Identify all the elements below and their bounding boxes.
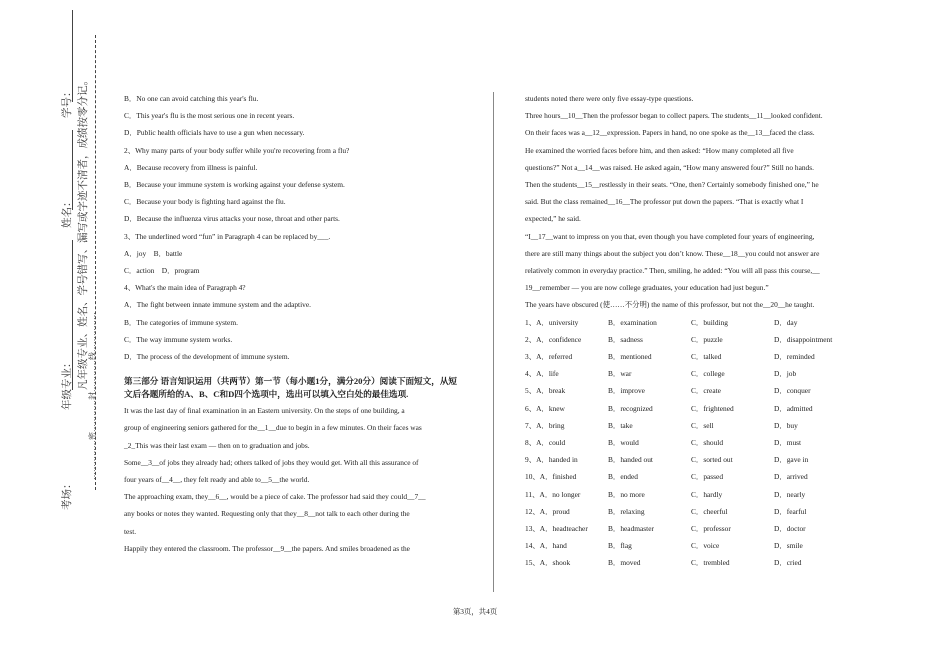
passage-line: expected,” he said. [525, 214, 581, 224]
passage-line: group of engineering seniors gathered for the__1__due to begin in a few minutes. On their faces was [124, 423, 422, 433]
option-c: C．talked [691, 352, 722, 362]
option-b: B．relaxing [608, 506, 645, 516]
binding-margin [55, 10, 105, 510]
option-row [525, 382, 865, 399]
option-c: C．create [691, 386, 721, 396]
passage-line: 19__remember — you are now college graduates, your education had just begun.” [525, 283, 769, 293]
option-a: 7、A．bring [525, 420, 565, 430]
question-line: A．The fight between innate immune system and the adaptive. [124, 300, 311, 310]
option-a: 5、A．break [525, 386, 566, 396]
passage-line: Some__3__of jobs they already had; others talked of jobs they would get. With all this assurance of [124, 457, 419, 467]
option-row [525, 348, 865, 365]
option-row [525, 451, 865, 468]
passage-line: On their faces was a__12__expression. Papers in hand, no one spoke as the__13__faced the class. [525, 128, 815, 138]
column-divider [493, 92, 494, 592]
option-b: B．recognized [608, 403, 653, 413]
option-c: C．hardly [691, 489, 723, 499]
option-a: 15、A．shook [525, 558, 571, 568]
question-line: D．Public health officials have to use a gun when necessary. [124, 128, 305, 138]
option-a: 14、A．hand [525, 541, 567, 551]
option-c: C．professor [691, 523, 731, 533]
option-a: 11、A．no longer [525, 489, 581, 499]
option-c: C．building [691, 317, 728, 327]
option-d: D．admitted [774, 403, 813, 413]
option-d: D．reminded [774, 352, 815, 362]
option-d: D．gave in [774, 455, 809, 465]
option-d: D．doctor [774, 523, 806, 533]
option-d: D．nearly [774, 489, 806, 499]
option-c: C．trembled [691, 558, 730, 568]
option-b: B．improve [608, 386, 645, 396]
option-row [525, 537, 865, 554]
option-d: D．fearful [774, 506, 807, 516]
option-c: C．cheerful [691, 506, 728, 516]
passage-line: relatively common in everyday practice.” Then, smiling, he added: “You will all pass this course,__ [525, 266, 820, 276]
option-row [525, 400, 865, 417]
option-b: B．moved [608, 558, 641, 568]
passage-line: students noted there were only five essay-type questions. [525, 94, 694, 103]
student-id-line [72, 10, 73, 102]
student-id-label: 学号： [62, 86, 73, 118]
question-line: D．Because the influenza virus attacks your nose, throat and other parts. [124, 214, 340, 224]
page-footer: 第3页，共4页 [452, 607, 498, 616]
question-line: B．The categories of immune system. [124, 317, 238, 327]
option-b: B．sadness [608, 334, 643, 344]
option-b: B．ended [608, 472, 638, 482]
option-d: D．cried [774, 558, 802, 568]
question-line: 4、What's the main idea of Paragraph 4? [124, 283, 246, 293]
option-b: B．no more [608, 489, 645, 499]
option-d: D．smile [774, 541, 803, 551]
passage-line: Three hours__10__Then the professor began to collect papers. The students__11__looked confident. [525, 111, 823, 121]
option-c: C．sell [691, 420, 714, 430]
option-a: 2、A．confidence [525, 334, 582, 344]
name-line [72, 130, 73, 210]
option-c: C．voice [691, 541, 720, 551]
passage-line: It was the last day of final examination in an Eastern university. On the steps of one building, a [124, 406, 405, 416]
passage-line: test. [124, 526, 137, 536]
question-line: C．This year's flu is the most serious one in recent years. [124, 111, 295, 121]
question-line: A．Because recovery from illness is painful. [124, 162, 258, 172]
option-c: C．puzzle [691, 334, 723, 344]
option-c: C．passed [691, 472, 724, 482]
seal-dashed-line [95, 35, 96, 490]
question-line: C．action D．program [124, 266, 200, 276]
options-table [525, 314, 865, 572]
class-line [72, 240, 73, 390]
question-line: B．No one can avoid catching this year's flu. [124, 94, 259, 103]
option-a: 6、A．knew [525, 403, 565, 413]
question-line: B．Because your immune system is working against your defense system. [124, 180, 345, 190]
option-row [525, 503, 865, 520]
option-row [525, 331, 865, 348]
option-b: B．war [608, 369, 632, 379]
option-d: D．arrived [774, 472, 808, 482]
option-a: 13、A．headteacher [525, 523, 588, 533]
passage-line: questions?” Not a__14__was raised. He asked again, “How many answered four?” Still no hands. [525, 162, 814, 172]
question-line: C．Because your body is fighting hard against the flu. [124, 197, 286, 207]
left-column [124, 90, 459, 557]
name-label: 姓名： [62, 196, 73, 228]
question-line: 2、Why many parts of your body suffer while you're recovering from a flu? [124, 145, 350, 155]
passage-line: _2_This was their last exam — then on to graduation and jobs. [124, 440, 310, 450]
option-a: 12、A．proud [525, 506, 570, 516]
option-row [525, 434, 865, 451]
option-b: B．headmaster [608, 523, 654, 533]
passage-line: any books or notes they wanted. Requesting only that they__8__not talk to each other during the [124, 509, 410, 519]
passage-line: The years have obscured (使……不分明) the name of this professor, but not the__20__he taught. [525, 300, 815, 310]
option-a: 9、A．handed in [525, 455, 578, 465]
right-column [525, 90, 865, 571]
option-c: C．frightened [691, 403, 734, 413]
passage-line: Then the students__15__restlessly in their seats. “One, then? Certainly somebody finished one,” he [525, 180, 819, 190]
question-line: 3、The underlined word “fun” in Paragraph 4 can be replaced by___. [124, 231, 331, 241]
option-c: C．college [691, 369, 725, 379]
option-row [525, 468, 865, 485]
option-row [525, 486, 865, 503]
option-a: 1、A．university [525, 317, 579, 327]
passage-line: Happily they entered the classroom. The professor__9__the papers. And smiles broadened as the [124, 543, 410, 553]
exam-site-label: 考场： [62, 478, 73, 510]
option-b: B．mentioned [608, 352, 652, 362]
option-d: D．conquer [774, 386, 811, 396]
passage-line: The approaching exam, they__6__, would be a piece of cake. The professor had said they could__7__ [124, 492, 426, 502]
option-c: C．sorted out [691, 455, 733, 465]
option-d: D．disappointment [774, 334, 833, 344]
seal-line-warning: ……………密…………封…………线…………… [88, 312, 97, 480]
option-row [525, 365, 865, 382]
option-b: B．flag [608, 541, 632, 551]
option-row [525, 554, 865, 571]
option-row [525, 520, 865, 537]
section-heading: 第三部分 语言知识运用（共两节）第一节（每小题1分，满分20分）阅读下面短文，从短文后各题所给的A、B、C和D四个选项中，选出可以填入空白处的最佳选项. [124, 376, 458, 399]
option-row [525, 417, 865, 434]
option-a: 3、A．referred [525, 352, 573, 362]
fill-instruction: 凡年级专业、姓名、学号错写、漏写或字迹不清者，成绩按零分记。 [78, 75, 89, 390]
passage-line: He examined the worried faces before him, and then asked: “How many completed all five [525, 145, 794, 155]
option-b: B．take [608, 420, 633, 430]
option-a: 4、A．life [525, 369, 559, 379]
option-row [525, 314, 865, 331]
passage-line: there are still many things about the subject you don’t know. These__18__you could not answer are [525, 248, 820, 258]
option-d: D．buy [774, 420, 798, 430]
option-d: D．job [774, 369, 797, 379]
option-b: B．examination [608, 317, 657, 327]
option-a: 8、A．could [525, 437, 566, 447]
option-c: C．should [691, 437, 724, 447]
option-d: D．must [774, 437, 802, 447]
passage-line: four years of__4__, they felt ready and able to__5__the world. [124, 475, 310, 485]
option-d: D．day [774, 317, 798, 327]
option-b: B．handed out [608, 455, 653, 465]
passage-line: “I__17__want to impress on you that, even though you have completed four years of engineering, [525, 231, 815, 241]
question-line: A．joy B．battle [124, 248, 183, 258]
option-b: B．would [608, 437, 639, 447]
option-a: 10、A．finished [525, 472, 577, 482]
passage-line: said. But the class remained__16__The professor put down the papers. “That is exactly what I [525, 197, 804, 207]
question-line: D．The process of the development of immune system. [124, 352, 290, 362]
question-line: C．The way immune system works. [124, 334, 233, 344]
class-label: 年级专业： [62, 357, 73, 410]
